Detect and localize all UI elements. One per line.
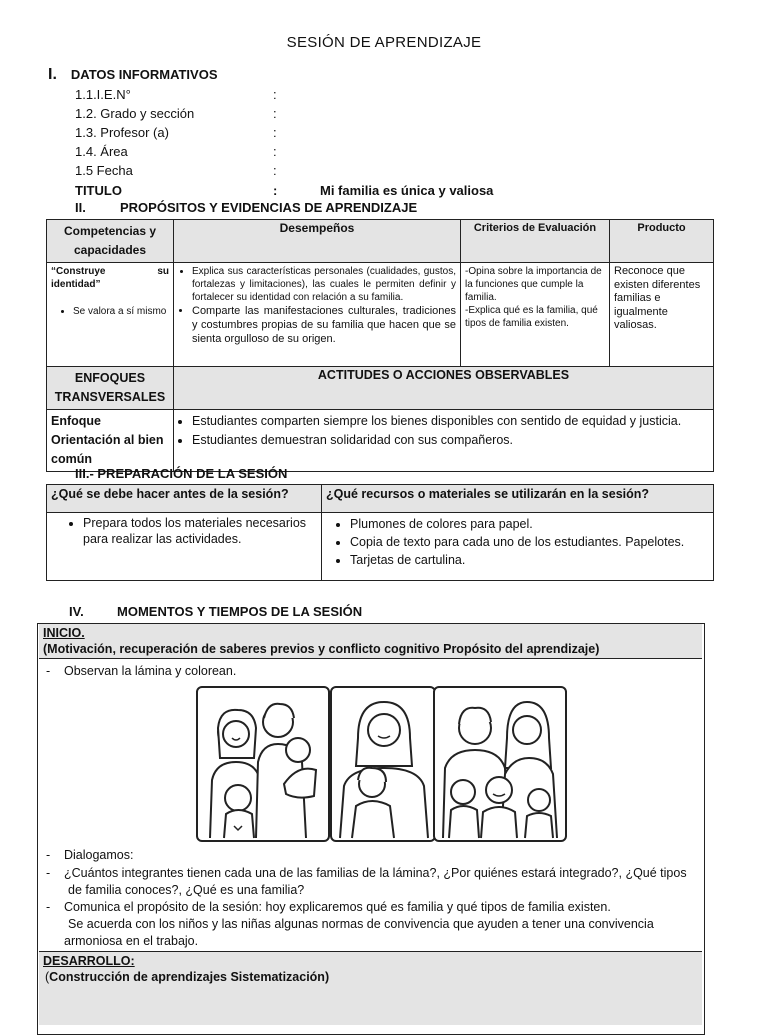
criterio-item: -Opina sobre la importancia de la funciones que cumple la familia. xyxy=(465,266,602,303)
desempeno-item: • Comparte las manifestaciones culturales, tradiciones y costumbres propias de su familia que hacen que se sienta orgulloso de su origen. xyxy=(192,304,456,346)
comunica-text: Comunica el propósito de la sesión: hoy explicaremos qué es familia y qué tipos de familia existen. xyxy=(64,900,611,914)
titulo-value: Mi familia es única y valiosa xyxy=(320,183,494,198)
observan-text: Observan la lámina y colorean. xyxy=(64,664,237,678)
header-producto: Producto xyxy=(610,220,714,263)
section-4-number: IV. xyxy=(69,604,84,619)
recursos-cell xyxy=(322,513,714,581)
criterios-cell xyxy=(461,263,610,367)
section-1-heading xyxy=(48,66,218,84)
dash: - xyxy=(46,848,51,862)
section-2-number: II. xyxy=(75,200,86,215)
header-desempenos: Desempeños xyxy=(174,220,461,263)
field-ie: 1.1.I.E.N° xyxy=(75,87,131,102)
enfoque-cell: Enfoque Orientación al bien común xyxy=(47,410,174,472)
colon: : xyxy=(273,87,277,102)
criterio-item: -Explica qué es la familia, qué tipos de familia existen. xyxy=(465,305,598,329)
section-1-title: DATOS INFORMATIVOS xyxy=(70,67,218,82)
family-1-drawing xyxy=(198,688,328,840)
field-area: 1.4. Área xyxy=(75,144,128,159)
dash: - xyxy=(46,900,51,914)
desarrollo-subtitle xyxy=(45,970,329,984)
colon: : xyxy=(273,125,277,140)
antes-cell xyxy=(47,513,322,581)
recurso-item: • Tarjetas de cartulina. xyxy=(350,551,709,569)
family-illustration-3 xyxy=(433,686,567,842)
normas-line-2: armoniosa en el trabajo. xyxy=(64,934,199,948)
inicio-header xyxy=(39,624,702,659)
actitud-item: • Estudiantes demuestran solidaridad con sus compañeros. xyxy=(192,431,709,450)
header-antes: ¿Qué se debe hacer antes de la sesión? xyxy=(47,485,322,513)
actitudes-header: ACTITUDES O ACCIONES OBSERVABLES xyxy=(174,367,714,410)
actitud-item: • Estudiantes comparten siempre los bienes disponibles con sentido de equidad y justicia. xyxy=(192,412,709,431)
inicio-subtitle: (Motivación, recuperación de saberes previos y conflicto cognitivo Propósito del aprendizaje) xyxy=(43,642,600,656)
header-recursos: ¿Qué recursos o materiales se utilizarán en la sesión? xyxy=(322,485,714,513)
normas-line-1: Se acuerda con los niños y las niñas algunas normas de convivencia que ayuden a tener una convivencia xyxy=(68,917,654,931)
section-4-title: MOMENTOS Y TIEMPOS DE LA SESIÓN xyxy=(117,604,363,619)
actitudes-cell xyxy=(174,410,714,472)
propositos-table xyxy=(46,219,714,472)
family-illustration-1 xyxy=(196,686,330,842)
titulo-label: TITULO xyxy=(75,183,122,198)
enfoques-header: ENFOQUES TRANSVERSALES xyxy=(47,367,174,410)
family-2-drawing xyxy=(332,688,434,840)
dialogamos-text: Dialogamos: xyxy=(64,848,134,862)
producto-cell: Reconoce que existen diferentes familias e igualmente valiosas. xyxy=(610,263,714,367)
header-criterios: Criterios de Evaluación xyxy=(461,220,610,263)
field-grado: 1.2. Grado y sección xyxy=(75,106,195,121)
document-title: SESIÓN DE APRENDIZAJE xyxy=(286,34,482,51)
colon: : xyxy=(273,183,278,198)
recurso-item: • Copia de texto para cada uno de los estudiantes. Papelotes. xyxy=(350,533,709,551)
field-profesor: 1.3. Profesor (a) xyxy=(75,125,169,140)
header-competencias: Competencias y capacidades xyxy=(47,220,174,263)
antes-item: • Prepara todos los materiales necesarios para realizar las actividades. xyxy=(83,515,317,547)
section-2-title: PROPÓSITOS Y EVIDENCIAS DE APRENDIZAJE xyxy=(120,200,418,215)
desempeno-item: • Explica sus características personales (cualidades, gustos, fortalezas y limitaciones), las cuales le permiten definir y fortalecer su identidad con relación a su familia. xyxy=(192,265,456,304)
section-1-number: I. xyxy=(48,66,57,83)
desarrollo-subtitle-text: Construcción de aprendizajes Sistematización xyxy=(49,970,325,984)
dash: - xyxy=(46,866,51,880)
colon: : xyxy=(273,106,277,121)
open-paren: ( xyxy=(45,970,50,984)
desarrollo-header xyxy=(39,951,702,1025)
competencia-text: “Construye su identidad” xyxy=(51,266,169,290)
dash: - xyxy=(46,664,51,678)
colon: : xyxy=(273,163,277,178)
preguntas-line-1: ¿Cuántos integrantes tienen cada una de las familias de la lámina?, ¿Por quiénes estará integrado?, ¿Qué tipos xyxy=(64,866,687,880)
family-illustration-2 xyxy=(330,686,436,842)
colon: : xyxy=(273,144,277,159)
family-3-drawing xyxy=(435,688,565,840)
section-3-title: III.- PREPARACIÓN DE LA SESIÓN xyxy=(75,466,288,481)
recurso-item: • Plumones de colores para papel. xyxy=(350,515,709,533)
preparacion-table xyxy=(46,484,714,581)
competencia-cell xyxy=(47,263,174,367)
preguntas-line-2: de familia conoces?, ¿Qué es una familia? xyxy=(68,883,305,897)
inicio-label: INICIO. xyxy=(43,626,85,640)
field-fecha: 1.5 Fecha xyxy=(75,163,133,178)
desempenos-cell xyxy=(174,263,461,367)
close-paren: ) xyxy=(324,970,330,984)
capacidad-item: • Se valora a sí mismo xyxy=(73,305,169,318)
desarrollo-label: DESARROLLO: xyxy=(43,954,135,968)
